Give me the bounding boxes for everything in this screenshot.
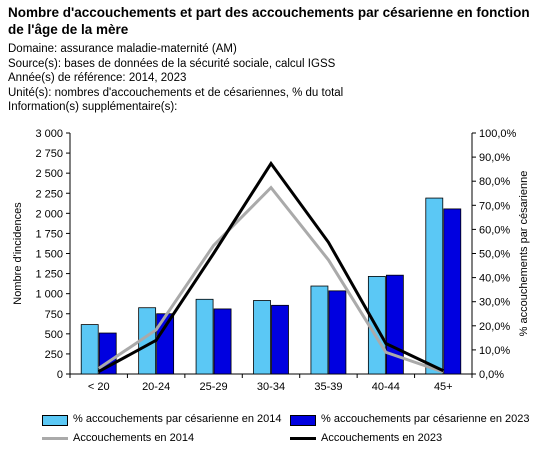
y-tick-label-right: 50,0%: [479, 248, 511, 261]
y-tick-label-right: 40,0%: [479, 272, 511, 285]
y-tick-label-left: 2 500: [35, 168, 63, 181]
x-tick-label: 25-29: [199, 381, 228, 393]
y-axis-label-left: Nombre d'incidences: [12, 202, 24, 305]
bar-2014: [196, 299, 213, 374]
y-tick-label-left: 3 000: [35, 128, 63, 140]
y-tick-label-left: 2 750: [35, 148, 63, 161]
bar-2023: [329, 291, 346, 374]
legend-swatch-bar-2014: [42, 415, 68, 426]
y-tick-label-left: 500: [44, 328, 63, 341]
x-tick-label: < 20: [87, 381, 110, 393]
bar-2014: [254, 300, 271, 374]
y-tick-label-right: 30,0%: [479, 296, 511, 309]
meta-year: Année(s) de référence: 2014, 2023: [8, 72, 187, 85]
y-tick-label-right: 70,0%: [479, 200, 511, 213]
bar-2023: [386, 275, 403, 374]
y-tick-label-left: 1 500: [35, 248, 63, 261]
legend-swatch-line-2023: [290, 437, 316, 440]
bar-2023: [272, 305, 289, 374]
legend-swatch-line-2014: [42, 437, 68, 440]
legend-label-bar-2023: % accouchements par césarienne en 2023: [321, 413, 530, 425]
x-tick-label: 30-34: [256, 381, 286, 393]
y-tick-label-right: 80,0%: [479, 176, 511, 189]
y-tick-label-right: 60,0%: [479, 224, 511, 237]
meta-domain: Domaine: assurance maladie-maternité (AM): [8, 43, 237, 55]
y-tick-label-left: 2 000: [35, 208, 63, 221]
meta-extra-info: Information(s) supplémentaire(s):: [8, 101, 178, 114]
legend-label-line-2014: Accouchements en 2014: [73, 432, 195, 444]
y-tick-label-right: 100,0%: [479, 128, 517, 140]
bar-2023: [444, 209, 461, 374]
bar-2023: [214, 309, 231, 374]
y-tick-label-left: 1 250: [35, 268, 63, 281]
y-tick-label-right: 0,0%: [479, 369, 505, 381]
chart-title: Nombre d'accouchements et part des accouchements par césarienne en fonction de l'âge de la mère: [8, 5, 530, 37]
meta-source: Source(s): bases de données de la sécurité sociale, calcul IGSS: [8, 57, 336, 70]
x-tick-label: 20-24: [142, 381, 171, 393]
y-axis-label-right: % accouchements par césarienne: [518, 170, 530, 337]
legend-label-line-2023: Accouchements en 2023: [321, 432, 443, 444]
y-tick-label-right: 90,0%: [479, 152, 511, 165]
legend-label-bar-2014: % accouchements par césarienne en 2014: [73, 413, 282, 425]
meta-unit: Unité(s): nombres d'accouchements et de césariennes, % du total: [8, 86, 344, 99]
bar-2014: [81, 325, 98, 374]
x-tick-label: 45+: [433, 381, 453, 393]
y-tick-label-left: 250: [44, 348, 63, 361]
x-tick-label: 40-44: [371, 381, 400, 393]
y-tick-label-left: 0: [56, 369, 63, 381]
y-tick-label-right: 10,0%: [479, 344, 511, 357]
y-tick-label-left: 1 750: [35, 228, 63, 241]
y-tick-label-right: 20,0%: [479, 320, 511, 333]
y-tick-label-left: 2 250: [35, 188, 63, 201]
bar-2014: [311, 286, 328, 374]
x-tick-label: 35-39: [314, 381, 343, 393]
y-tick-label-left: 750: [44, 308, 63, 321]
legend-swatch-bar-2023: [290, 415, 316, 426]
bar-2014: [426, 198, 443, 374]
y-tick-label-left: 1 000: [35, 288, 63, 301]
